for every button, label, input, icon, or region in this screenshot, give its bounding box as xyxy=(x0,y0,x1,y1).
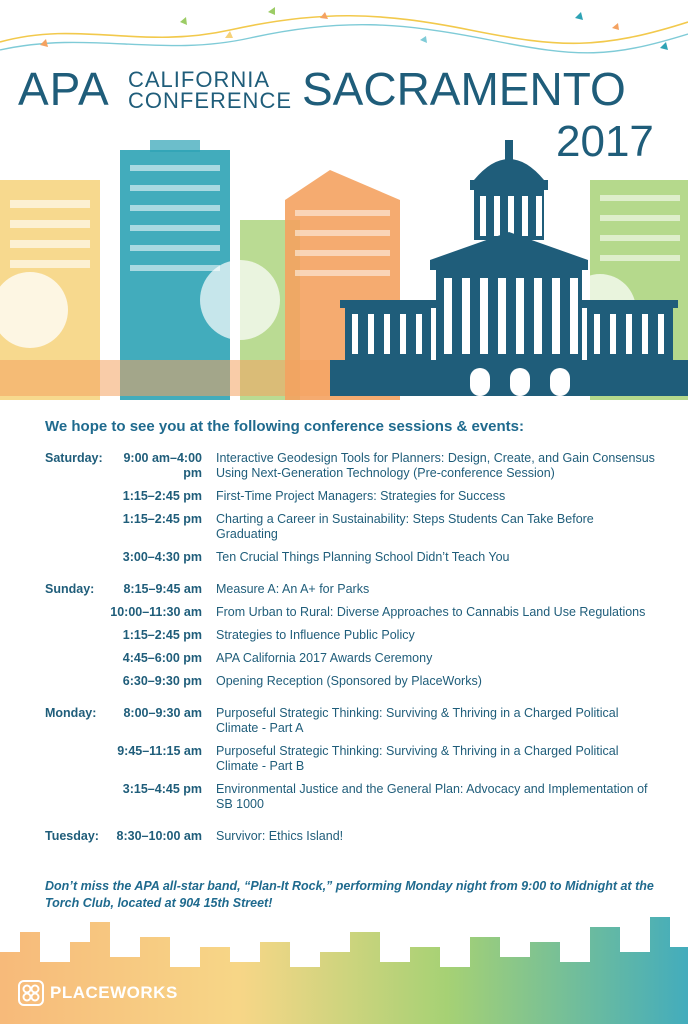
session-title: Charting a Career in Sustainability: Steps Students Can Take Before Graduating xyxy=(216,512,594,541)
session-row xyxy=(45,512,655,542)
placeworks-logo-icon xyxy=(18,980,44,1006)
session-title: From Urban to Rural: Diverse Approaches to Cannabis Land Use Regulations xyxy=(216,605,646,619)
session-time: 10:00–11:30 am xyxy=(110,605,202,619)
session-title: APA California 2017 Awards Ceremony xyxy=(216,651,433,665)
session-title: Ten Crucial Things Planning School Didn’t Teach You xyxy=(216,550,510,564)
band-note: Don’t miss the APA all-star band, “Plan-It Rock,” performing Monday night from 9:00 to Midnight at the Torch Club, located at 904 15th Street! xyxy=(45,879,654,910)
vine-decoration xyxy=(0,0,688,70)
day-block-monday xyxy=(45,706,655,812)
session-row xyxy=(45,582,655,597)
session-title: Strategies to Influence Public Policy xyxy=(216,628,415,642)
session-row xyxy=(45,605,655,620)
day-label: Tuesday: xyxy=(45,829,99,843)
footer-skyline xyxy=(0,912,688,1024)
session-title: Opening Reception (Sponsored by PlaceWorks) xyxy=(216,674,482,688)
session-time: 8:30–10:00 am xyxy=(116,829,202,843)
day-block-sunday xyxy=(45,582,655,689)
session-row xyxy=(45,651,655,666)
title-sacramento: SACRAMENTO xyxy=(302,63,626,115)
session-row xyxy=(45,706,655,736)
title-year: 2017 xyxy=(556,117,654,166)
skyline-illustration xyxy=(0,140,688,400)
session-row xyxy=(45,451,655,481)
day-label: Monday: xyxy=(45,706,97,720)
session-row xyxy=(45,829,655,844)
session-row xyxy=(45,550,655,565)
session-time: 1:15–2:45 pm xyxy=(122,512,202,526)
title-conference: CONFERENCE xyxy=(128,88,293,113)
session-time: 1:15–2:45 pm xyxy=(122,489,202,503)
session-title: Purposeful Strategic Thinking: Surviving & Thriving in a Charged Political Climate - Part A xyxy=(216,706,619,735)
placeworks-logo-text: PLACEWORKS xyxy=(50,983,178,1002)
placeworks-logo xyxy=(18,980,178,1006)
day-label: Saturday: xyxy=(45,451,103,465)
title-apa: APA xyxy=(18,63,110,115)
session-time: 6:30–9:30 pm xyxy=(122,674,202,688)
session-time: 8:00–9:30 am xyxy=(123,706,202,720)
session-time: 8:15–9:45 am xyxy=(123,582,202,596)
schedule xyxy=(45,451,655,861)
session-title: Purposeful Strategic Thinking: Surviving & Thriving in a Charged Political Climate - Part B xyxy=(216,744,619,773)
day-block-tuesday xyxy=(45,829,655,844)
session-title: Survivor: Ethics Island! xyxy=(216,829,344,843)
session-time: 4:45–6:00 pm xyxy=(122,651,202,665)
session-row xyxy=(45,674,655,689)
title-california: CALIFORNIA xyxy=(128,67,271,92)
session-time: 9:00 am–4:00 pm xyxy=(123,451,202,480)
session-row xyxy=(45,489,655,504)
session-time: 3:15–4:45 pm xyxy=(122,782,202,796)
session-time: 9:45–11:15 am xyxy=(117,744,202,758)
session-time: 3:00–4:30 pm xyxy=(122,550,202,564)
session-row xyxy=(45,782,655,812)
session-title: Measure A: An A+ for Parks xyxy=(216,582,370,596)
intro-heading: We hope to see you at the following conference sessions & events: xyxy=(45,418,524,435)
session-time: 1:15–2:45 pm xyxy=(122,628,202,642)
session-row xyxy=(45,628,655,643)
session-row xyxy=(45,744,655,774)
session-title: Interactive Geodesign Tools for Planners: Design, Create, and Gain Consensus Using Next-Generation Technology (Pre-conference Session) xyxy=(216,451,655,480)
session-title: Environmental Justice and the General Plan: Advocacy and Implementation of SB 1000 xyxy=(216,782,648,811)
day-block-saturday xyxy=(45,451,655,565)
day-label: Sunday: xyxy=(45,582,95,596)
session-title: First-Time Project Managers: Strategies for Success xyxy=(216,489,506,503)
